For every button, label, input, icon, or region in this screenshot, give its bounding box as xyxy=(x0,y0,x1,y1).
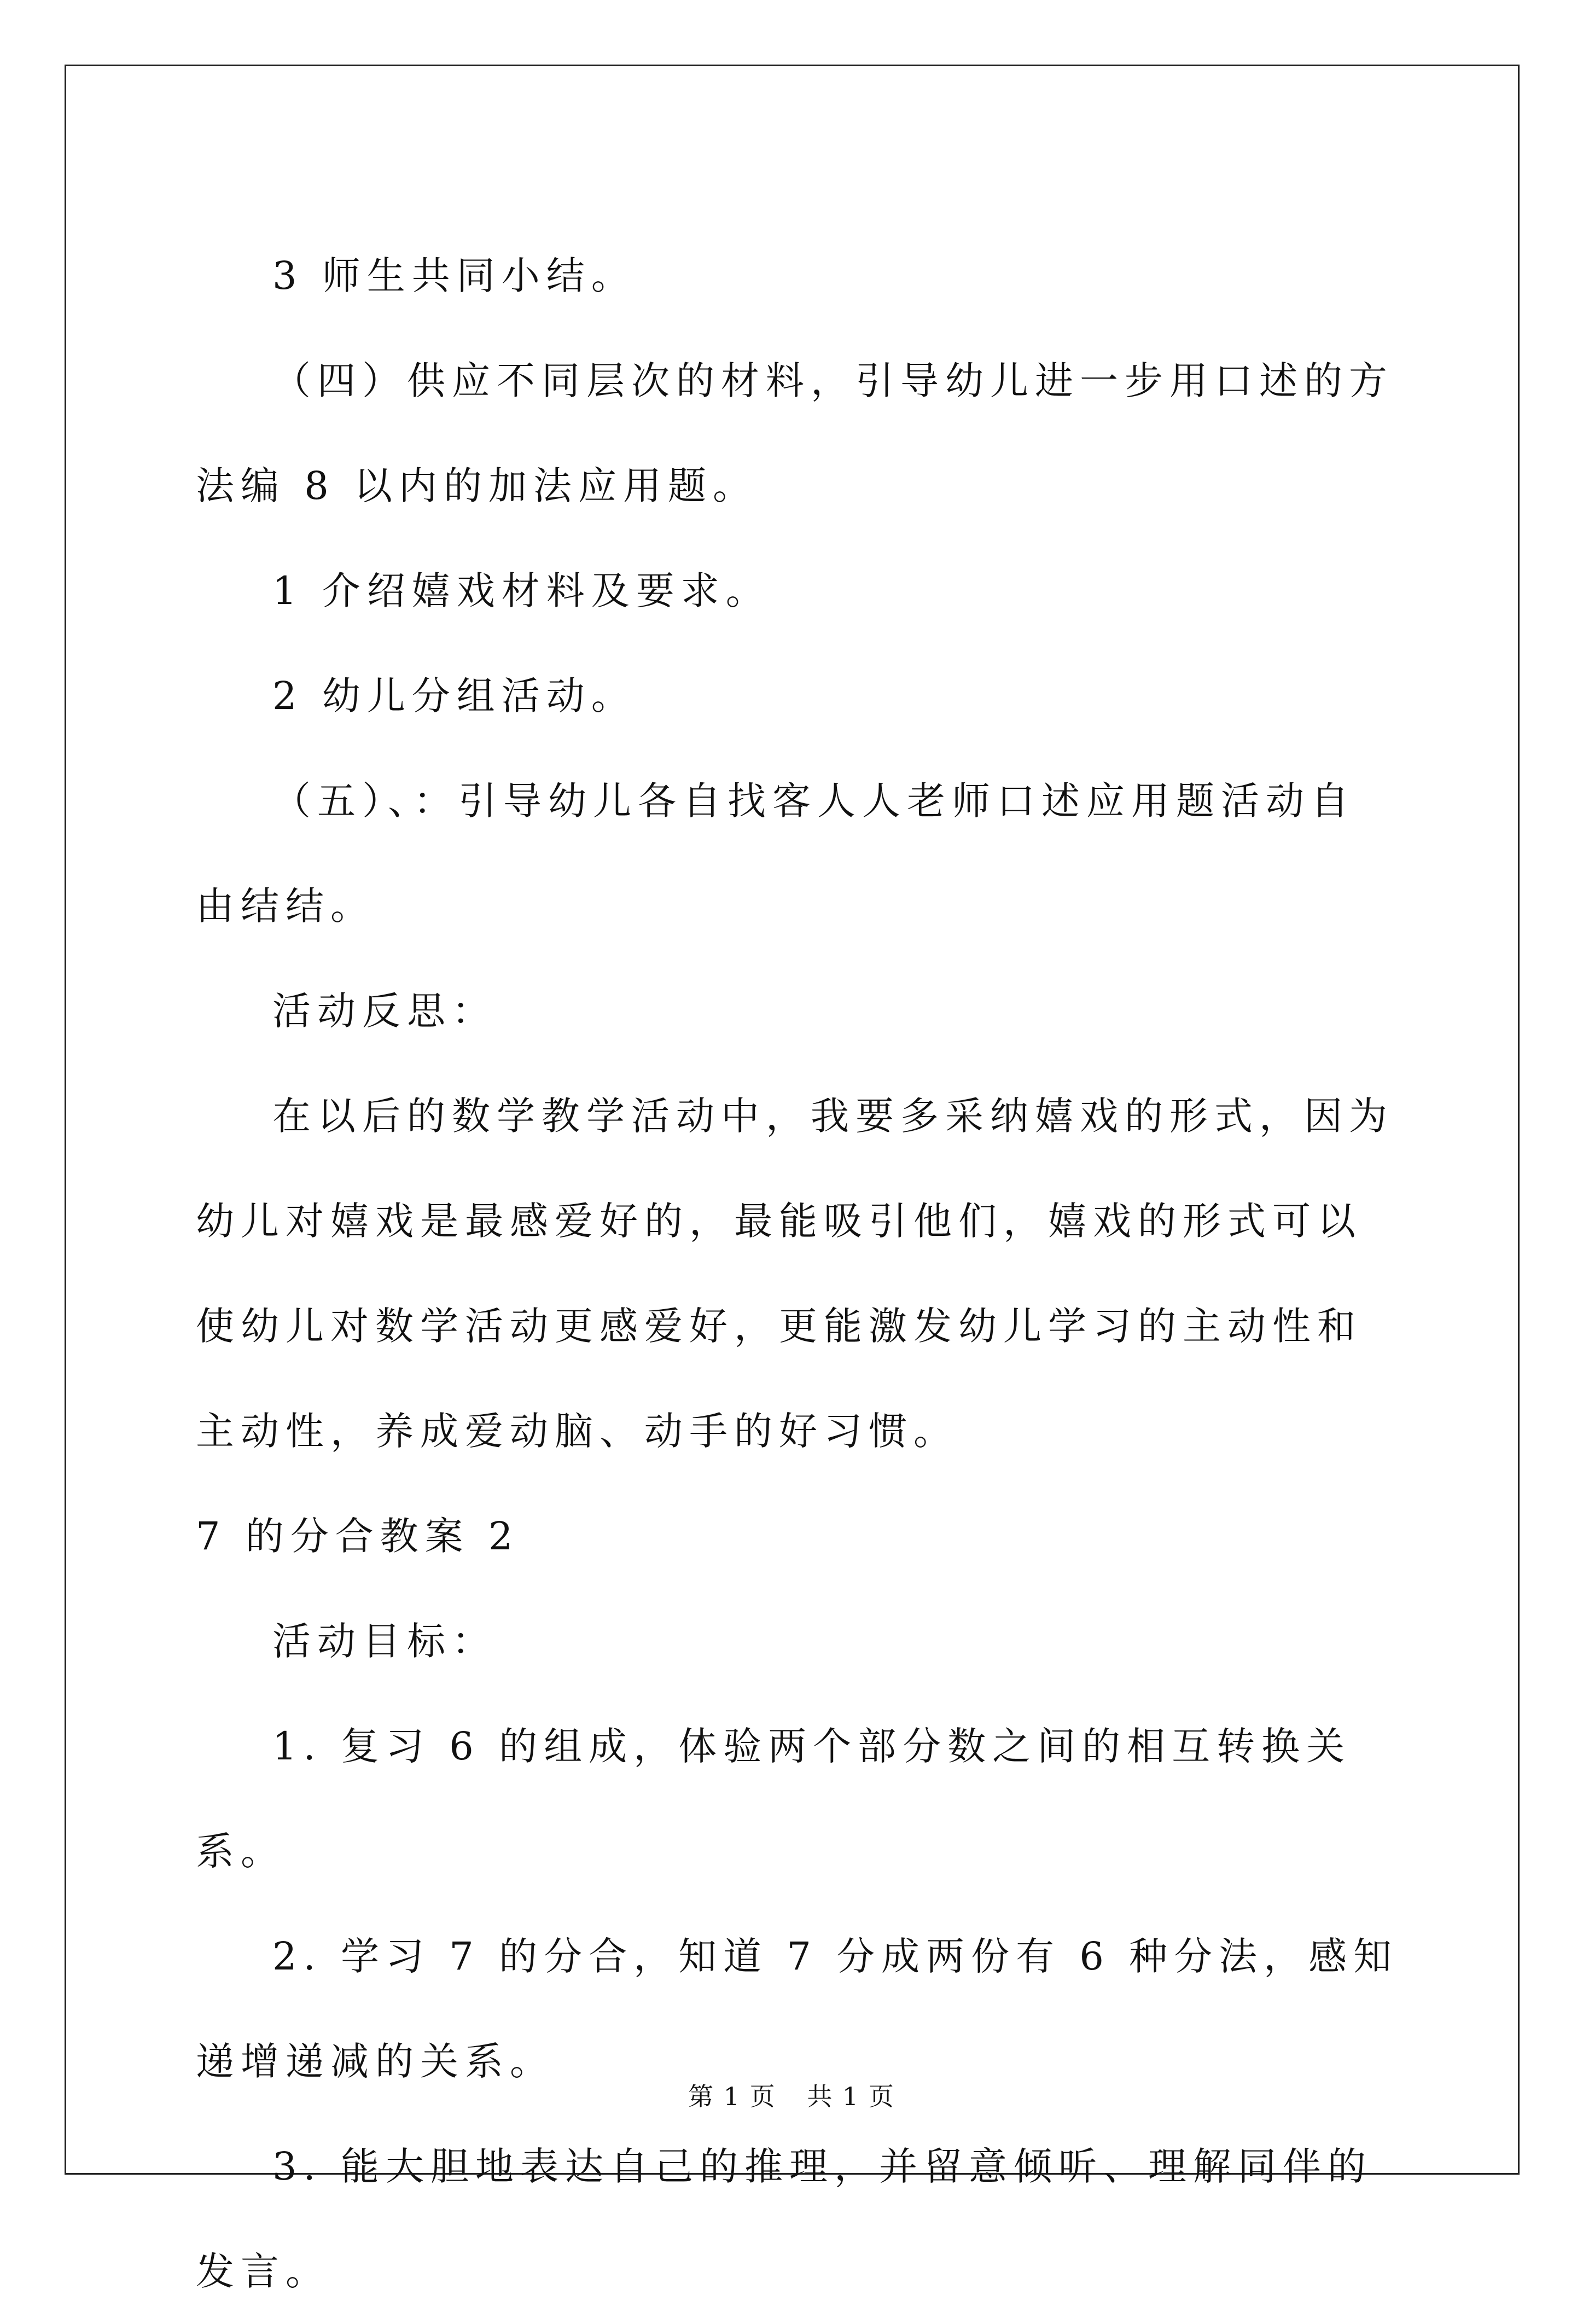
page-total: 共 1 页 xyxy=(807,2082,895,2111)
paragraph-group-activity: 2 幼儿分组活动。 xyxy=(272,673,636,718)
paragraph-summary: 3 师生共同小结。 xyxy=(272,253,636,298)
heading-reflection: 活动反思： xyxy=(272,989,497,1033)
paragraph-step-five: （五）、：引导幼儿各自找客人人老师口述应用题活动自由结结。 xyxy=(196,778,1355,928)
paragraph-game-intro: 1 介绍嬉戏材料及要求。 xyxy=(272,568,771,613)
page-number: 第 1 页 xyxy=(688,2082,776,2111)
page-footer xyxy=(0,2077,1583,2113)
section-title: 7 的分合教案 2 xyxy=(196,1514,520,1559)
objective-1: 1. 复习 6 的组成，体验两个部分数之间的相互转换关系。 xyxy=(196,1724,1352,1874)
document-body xyxy=(196,223,1399,2324)
paragraph-reflection: 在以后的数学教学活动中，我要多采纳嬉戏的形式，因为幼儿对嬉戏是最感爱好的，最能吸引他们，嬉戏的形式可以使幼儿对数学活动更感爱好，更能激发幼儿学习的主动性和主动性，养成爱动脑、动手的好习惯。 xyxy=(196,1094,1394,1454)
objective-3: 3. 能大胆地表达自己的推理，并留意倾听、理解同伴的发言。 xyxy=(196,2144,1373,2294)
heading-objectives: 活动目标： xyxy=(272,1619,497,1664)
objective-2: 2. 学习 7 的分合，知道 7 分成两份有 6 种分法，感知递增递减的关系。 xyxy=(196,1934,1399,2084)
paragraph-step-four: （四）供应不同层次的材料，引导幼儿进一步用口述的方法编 8 以内的加法应用题。 xyxy=(196,358,1394,508)
